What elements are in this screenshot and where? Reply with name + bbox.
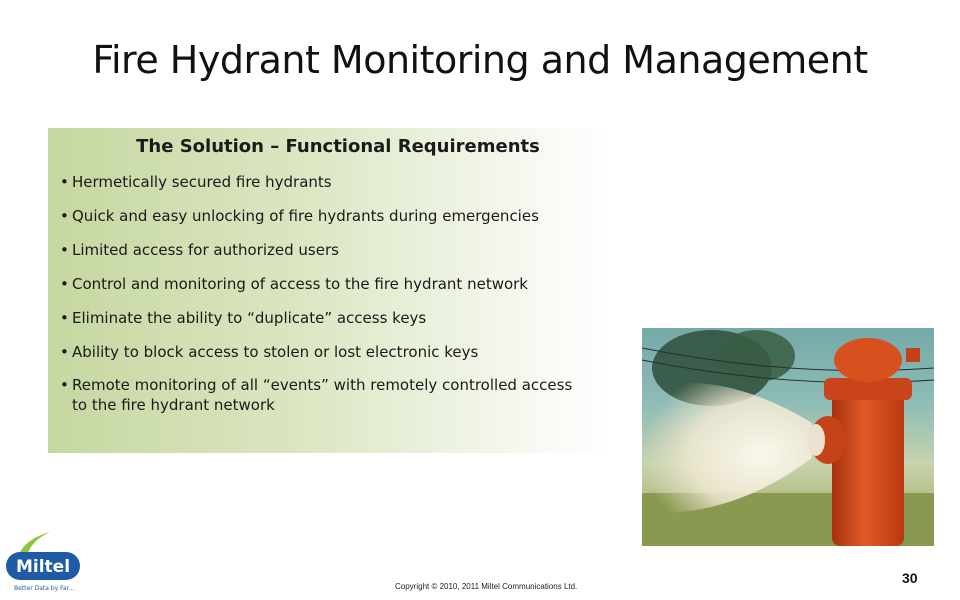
requirement-item: • Eliminate the ability to “duplicate” access keys (60, 308, 620, 328)
requirement-item: • Ability to block access to stolen or lost electronic keys (60, 342, 620, 362)
requirements-list (60, 172, 620, 429)
logo-wordmark: Miltel (15, 557, 71, 577)
fire-hydrant-illustration (642, 328, 934, 546)
requirement-item: • Hermetically secured fire hydrants (60, 172, 620, 192)
requirement-item: • Quick and easy unlocking of fire hydrants during emergencies (60, 206, 620, 226)
page-number: 30 (902, 570, 918, 586)
fire-hydrant-photo (642, 328, 934, 546)
slide-title: Fire Hydrant Monitoring and Management (92, 38, 868, 82)
requirement-item: • Control and monitoring of access to the fire hydrant network (60, 274, 620, 294)
requirement-item: • Limited access for authorized users (60, 240, 620, 260)
logo-tagline: Better Data by Far... (14, 585, 75, 592)
miltel-logo (4, 528, 86, 594)
copyright-notice: Copyright © 2010, 2011 Miltel Communications Ltd. (395, 582, 578, 591)
requirements-panel (48, 128, 608, 453)
requirement-item: • Remote monitoring of all “events” with remotely controlled access to the fire hydrant network (60, 375, 592, 415)
panel-heading: The Solution – Functional Requirements (136, 136, 540, 157)
